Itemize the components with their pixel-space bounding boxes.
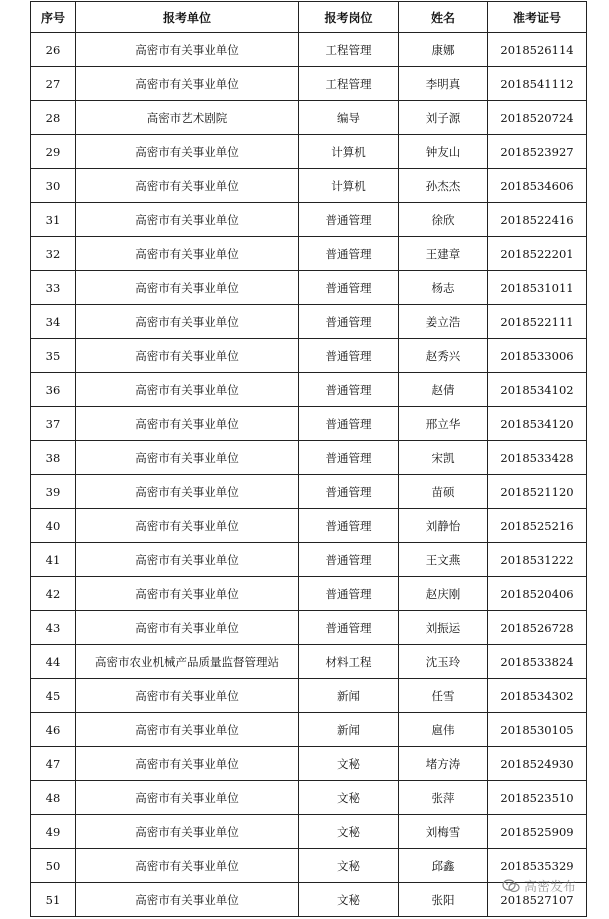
row-index: 47 [31, 747, 76, 781]
row-name: 邱鑫 [399, 849, 488, 883]
row-index: 48 [31, 781, 76, 815]
table-row [31, 135, 587, 169]
row-unit: 高密市有关事业单位 [76, 33, 299, 67]
table-row [31, 373, 587, 407]
table-row [31, 441, 587, 475]
table-row [31, 713, 587, 747]
row-exam-number: 2018533428 [488, 441, 587, 475]
row-index: 37 [31, 407, 76, 441]
row-name: 孙杰杰 [399, 169, 488, 203]
table-row [31, 475, 587, 509]
row-index: 28 [31, 101, 76, 135]
row-unit: 高密市有关事业单位 [76, 373, 299, 407]
row-index: 51 [31, 883, 76, 917]
row-unit: 高密市有关事业单位 [76, 883, 299, 917]
row-exam-number: 2018520406 [488, 577, 587, 611]
row-unit: 高密市有关事业单位 [76, 747, 299, 781]
row-exam-number: 2018520724 [488, 101, 587, 135]
row-index: 38 [31, 441, 76, 475]
row-unit: 高密市有关事业单位 [76, 713, 299, 747]
row-exam-number: 2018523927 [488, 135, 587, 169]
row-unit: 高密市有关事业单位 [76, 577, 299, 611]
row-index: 33 [31, 271, 76, 305]
row-unit: 高密市有关事业单位 [76, 815, 299, 849]
table-row [31, 169, 587, 203]
table-row [31, 203, 587, 237]
table-row [31, 509, 587, 543]
row-index: 43 [31, 611, 76, 645]
row-exam-number: 2018541112 [488, 67, 587, 101]
row-name: 张阳 [399, 883, 488, 917]
roster-table [30, 1, 587, 917]
table-row [31, 747, 587, 781]
row-name: 刘振运 [399, 611, 488, 645]
row-name: 王文燕 [399, 543, 488, 577]
row-index: 50 [31, 849, 76, 883]
row-name: 扈伟 [399, 713, 488, 747]
row-unit: 高密市有关事业单位 [76, 407, 299, 441]
table-row [31, 237, 587, 271]
row-position: 工程管理 [299, 33, 399, 67]
table-row [31, 679, 587, 713]
col-header-name: 姓名 [399, 2, 488, 33]
row-position: 普通管理 [299, 203, 399, 237]
row-name: 任雪 [399, 679, 488, 713]
row-position: 普通管理 [299, 237, 399, 271]
row-unit: 高密市有关事业单位 [76, 475, 299, 509]
table-body [31, 33, 587, 917]
row-unit: 高密市有关事业单位 [76, 67, 299, 101]
row-index: 42 [31, 577, 76, 611]
row-name: 康娜 [399, 33, 488, 67]
row-exam-number: 2018523510 [488, 781, 587, 815]
row-name: 堵方涛 [399, 747, 488, 781]
row-position: 普通管理 [299, 271, 399, 305]
row-exam-number: 2018534302 [488, 679, 587, 713]
row-position: 工程管理 [299, 67, 399, 101]
row-index: 31 [31, 203, 76, 237]
row-exam-number: 2018522416 [488, 203, 587, 237]
row-exam-number: 2018526114 [488, 33, 587, 67]
row-index: 30 [31, 169, 76, 203]
row-index: 32 [31, 237, 76, 271]
row-name: 赵秀兴 [399, 339, 488, 373]
row-unit: 高密市有关事业单位 [76, 441, 299, 475]
row-exam-number: 2018527107 [488, 883, 587, 917]
row-name: 杨志 [399, 271, 488, 305]
row-exam-number: 2018535329 [488, 849, 587, 883]
row-exam-number: 2018533824 [488, 645, 587, 679]
row-unit: 高密市艺术剧院 [76, 101, 299, 135]
row-unit: 高密市有关事业单位 [76, 849, 299, 883]
row-position: 普通管理 [299, 407, 399, 441]
row-name: 刘静怡 [399, 509, 488, 543]
row-index: 36 [31, 373, 76, 407]
row-index: 41 [31, 543, 76, 577]
row-exam-number: 2018521120 [488, 475, 587, 509]
row-position: 普通管理 [299, 543, 399, 577]
row-position: 普通管理 [299, 339, 399, 373]
row-position: 计算机 [299, 169, 399, 203]
row-name: 沈玉玲 [399, 645, 488, 679]
row-name: 张萍 [399, 781, 488, 815]
row-index: 35 [31, 339, 76, 373]
row-index: 46 [31, 713, 76, 747]
row-position: 普通管理 [299, 305, 399, 339]
header-row [31, 2, 587, 33]
row-index: 29 [31, 135, 76, 169]
row-index: 45 [31, 679, 76, 713]
row-exam-number: 2018525909 [488, 815, 587, 849]
row-unit: 高密市有关事业单位 [76, 203, 299, 237]
row-name: 刘子源 [399, 101, 488, 135]
row-name: 邢立华 [399, 407, 488, 441]
row-position: 文秘 [299, 849, 399, 883]
row-unit: 高密市有关事业单位 [76, 271, 299, 305]
row-exam-number: 2018525216 [488, 509, 587, 543]
table-row [31, 101, 587, 135]
row-position: 普通管理 [299, 475, 399, 509]
row-index: 40 [31, 509, 76, 543]
row-name: 宋凯 [399, 441, 488, 475]
row-position: 新闻 [299, 679, 399, 713]
row-exam-number: 2018522111 [488, 305, 587, 339]
table-row [31, 815, 587, 849]
row-name: 刘梅雪 [399, 815, 488, 849]
table-row [31, 33, 587, 67]
row-name: 徐欣 [399, 203, 488, 237]
col-header-position: 报考岗位 [299, 2, 399, 33]
col-header-exam-number: 准考证号 [488, 2, 587, 33]
row-position: 普通管理 [299, 611, 399, 645]
row-position: 普通管理 [299, 373, 399, 407]
row-exam-number: 2018522201 [488, 237, 587, 271]
row-position: 新闻 [299, 713, 399, 747]
col-header-index: 序号 [31, 2, 76, 33]
row-exam-number: 2018526728 [488, 611, 587, 645]
row-exam-number: 2018533006 [488, 339, 587, 373]
row-unit: 高密市农业机械产品质量监督管理站 [76, 645, 299, 679]
row-exam-number: 2018531011 [488, 271, 587, 305]
row-exam-number: 2018530105 [488, 713, 587, 747]
row-position: 普通管理 [299, 441, 399, 475]
row-exam-number: 2018534606 [488, 169, 587, 203]
table-row [31, 67, 587, 101]
table-row [31, 271, 587, 305]
row-unit: 高密市有关事业单位 [76, 679, 299, 713]
row-unit: 高密市有关事业单位 [76, 305, 299, 339]
row-name: 姜立浩 [399, 305, 488, 339]
row-unit: 高密市有关事业单位 [76, 611, 299, 645]
table-row [31, 543, 587, 577]
row-name: 苗硕 [399, 475, 488, 509]
row-name: 王建章 [399, 237, 488, 271]
row-index: 44 [31, 645, 76, 679]
row-exam-number: 2018534102 [488, 373, 587, 407]
row-unit: 高密市有关事业单位 [76, 781, 299, 815]
row-index: 49 [31, 815, 76, 849]
row-name: 钟友山 [399, 135, 488, 169]
row-position: 文秘 [299, 747, 399, 781]
table-row [31, 577, 587, 611]
row-index: 27 [31, 67, 76, 101]
row-unit: 高密市有关事业单位 [76, 135, 299, 169]
row-name: 李明真 [399, 67, 488, 101]
row-exam-number: 2018524930 [488, 747, 587, 781]
row-position: 文秘 [299, 883, 399, 917]
table-row [31, 339, 587, 373]
row-position: 材料工程 [299, 645, 399, 679]
row-unit: 高密市有关事业单位 [76, 339, 299, 373]
row-unit: 高密市有关事业单位 [76, 169, 299, 203]
table-row [31, 407, 587, 441]
row-name: 赵倩 [399, 373, 488, 407]
table-row [31, 645, 587, 679]
row-index: 39 [31, 475, 76, 509]
row-position: 普通管理 [299, 577, 399, 611]
row-index: 34 [31, 305, 76, 339]
row-unit: 高密市有关事业单位 [76, 543, 299, 577]
row-position: 编导 [299, 101, 399, 135]
row-exam-number: 2018531222 [488, 543, 587, 577]
table-row [31, 305, 587, 339]
col-header-unit: 报考单位 [76, 2, 299, 33]
table-row [31, 849, 587, 883]
row-position: 普通管理 [299, 509, 399, 543]
row-exam-number: 2018534120 [488, 407, 587, 441]
row-name: 赵庆刚 [399, 577, 488, 611]
table-row [31, 611, 587, 645]
row-position: 文秘 [299, 815, 399, 849]
row-position: 文秘 [299, 781, 399, 815]
row-index: 26 [31, 33, 76, 67]
row-position: 计算机 [299, 135, 399, 169]
watermark-text: 高密发布 [524, 880, 577, 895]
table-row [31, 883, 587, 917]
row-unit: 高密市有关事业单位 [76, 509, 299, 543]
table-row [31, 781, 587, 815]
row-unit: 高密市有关事业单位 [76, 237, 299, 271]
